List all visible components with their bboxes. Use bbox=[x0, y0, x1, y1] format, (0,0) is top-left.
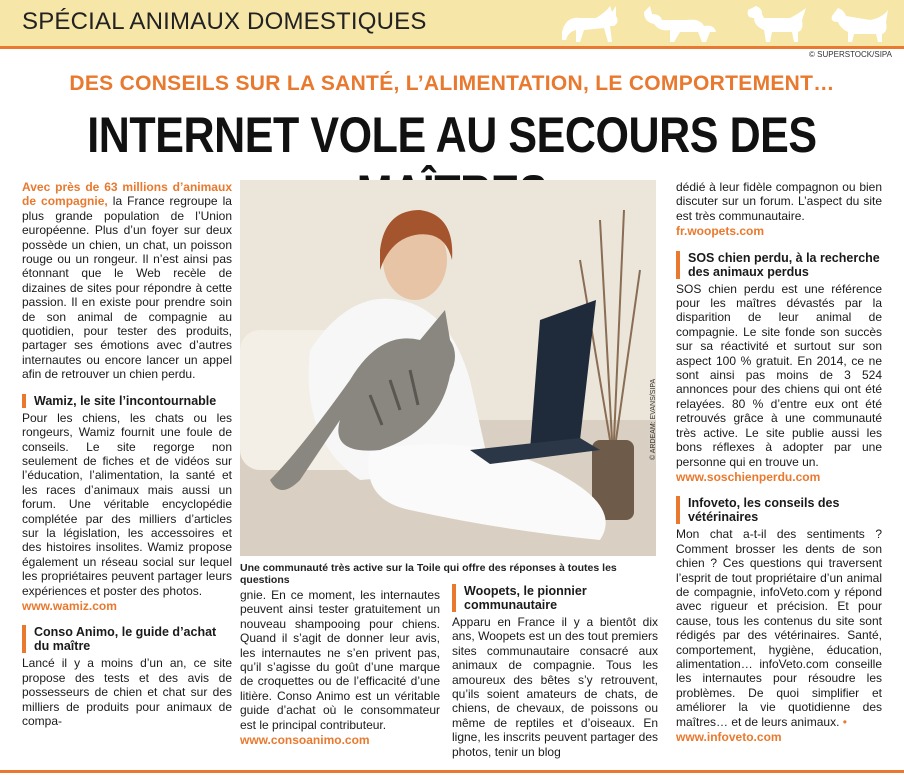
woopets-heading: Woopets, le pionnier communautaire bbox=[452, 584, 658, 612]
header-photo-credit: © SUPERSTOCK/SIPA bbox=[809, 50, 892, 59]
section-band bbox=[0, 0, 904, 46]
column-3 bbox=[452, 580, 658, 759]
woopets-link[interactable]: fr.woopets.com bbox=[676, 224, 765, 239]
article-photo bbox=[240, 180, 656, 556]
cat-icon bbox=[556, 2, 626, 44]
article-subtitle: DES CONSEILS SUR LA SANTÉ, L’ALIMENTATION, LE COMPORTEMENT… bbox=[69, 72, 835, 95]
sos-link[interactable]: www.soschienperdu.com bbox=[676, 469, 821, 484]
conso-heading: Conso Animo, le guide d’achat du maître bbox=[22, 625, 232, 653]
infoveto-text bbox=[676, 527, 882, 729]
woopets-text-part1: Apparu en France il y a bientôt dix ans, Woopets est un des tout premiers sites communautaire consacré aux animaux de compagnie. Tous les amoureux des bêtes s’y retrouvent, qu’ils soient amateurs de chats, de chiens, de chevaux, de poissons ou même de reptiles et d’oiseaux. En ligne, les inscrits peuvent partager des photos, tenir un blog bbox=[452, 615, 658, 759]
column-4 bbox=[676, 180, 882, 744]
woman-with-cat-illustration bbox=[240, 180, 656, 556]
wamiz-link[interactable]: www.wamiz.com bbox=[22, 598, 117, 613]
intro-lead: Avec près de 63 millions d’animaux de compagnie, bbox=[22, 180, 232, 209]
dog-icon bbox=[740, 2, 812, 44]
band-divider bbox=[0, 46, 904, 49]
end-mark: • bbox=[842, 714, 847, 729]
column-2 bbox=[240, 588, 440, 747]
sos-heading: SOS chien perdu, à la recherche des animaux perdus bbox=[676, 251, 882, 279]
dog-icon bbox=[826, 2, 896, 44]
wamiz-heading: Wamiz, le site l’incontournable bbox=[22, 394, 232, 408]
woopets-text-part2: dédié à leur fidèle compagnon ou bien discuter sur un forum. L’aspect du site est très communautaire. bbox=[676, 180, 882, 223]
column-1 bbox=[22, 180, 232, 728]
infoveto-body: Mon chat a-t-il des sentiments ? Comment brosser les dents de son chien ? Ces questions qui traversent l’esprit de tout propriétaire d’un animal de compagnie, infoVeto.com y répond avec rigueur et précision. Et pour cause, tous les contenus du site sont rédigés par des vétérinaires. Santé, comportement, hygiène, éducation, alimentation… infoVeto.com conseille les internautes pour résoudre les problèmes. De quoi simplifier et améliorer la vie quotidienne des maîtres… et de leurs animaux. bbox=[676, 527, 882, 729]
cat-icon bbox=[640, 2, 720, 44]
conso-link[interactable]: www.consoanimo.com bbox=[240, 733, 370, 748]
conso-text-part1: Lancé il y a moins d’un an, ce site propose des tests et des avis de possesseurs de chien et chat sur des milliers de produits pour animaux de compa- bbox=[22, 656, 232, 728]
infoveto-heading: Infoveto, les conseils des vétérinaires bbox=[676, 496, 882, 524]
section-title: SPÉCIAL ANIMAUX DOMESTIQUES bbox=[22, 8, 427, 35]
conso-text-part2: gnie. En ce moment, les internautes peuvent ainsi tester gratuitement un nouveau shampooing pour chiens. Quand il s’agit de donner leur avis, les internautes ne s’en privent pas, qu’il s’agisse du goût d’une marque de croquettes ou de l’efficacité d’une litière. Conso Animo est un véritable guide d’achat où le consommateur est le principal contributeur. bbox=[240, 588, 440, 732]
intro-paragraph bbox=[22, 180, 232, 382]
infoveto-link[interactable]: www.infoveto.com bbox=[676, 730, 782, 744]
sos-text: SOS chien perdu est une référence pour les maîtres dévastés par la disparition de leur animal de compagnie. Le site fonde son succès sur sa réactivité et surtout sur son aspect 100 % gratuit. En 2014, ce ne sont ainsi pas moins de 3 524 annonces pour des chiens qui ont été relayées. 80 % d’entre eux ont été retrouvés grâce à une communauté très active. Le site publie aussi les bons réflexes à adopter par une personne qui en trouve un. bbox=[676, 281, 882, 469]
article-title: INTERNET VOLE AU SECOURS DES bbox=[87, 107, 817, 163]
photo-credit: © ARDEAM: EVANS/SIPA bbox=[650, 378, 657, 460]
bottom-divider bbox=[0, 770, 904, 773]
wamiz-text: Pour les chiens, les chats ou les rongeurs, Wamiz fournit une foule de conseils. Le site regorge non seulement de fiches et de vidéos sur l’éducation, l’alimentation, la santé et les races d’animaux mais aussi un forum. Une véritable encyclopédie complétée par des milliers d’articles sur la législation, les accessoires et des histoires insolites. Wamiz propose également un réseau social sur lequel les propriétaires peuvent partager leurs expériences et poster des photos. bbox=[22, 410, 232, 598]
photo-caption: Une communauté très active sur la Toile qui offre des réponses à toutes les questions bbox=[240, 562, 617, 586]
intro-text: la France regroupe la plus grande population de l’Union européenne. Plus d’un foyer sur deux possède un chien, un chat, un poisson rouge ou un rongeur. Il n’est ainsi pas étonnant que le Web recèle de dizaines de sites pour répondre à cette passion. Il en existe pour prendre soin de son animal de compagnie au quotidien, pour tester des produits, partager ses émotions avec d’autres internautes ou encore lancer un appel afin de retrouver un chien perdu. bbox=[22, 194, 232, 382]
